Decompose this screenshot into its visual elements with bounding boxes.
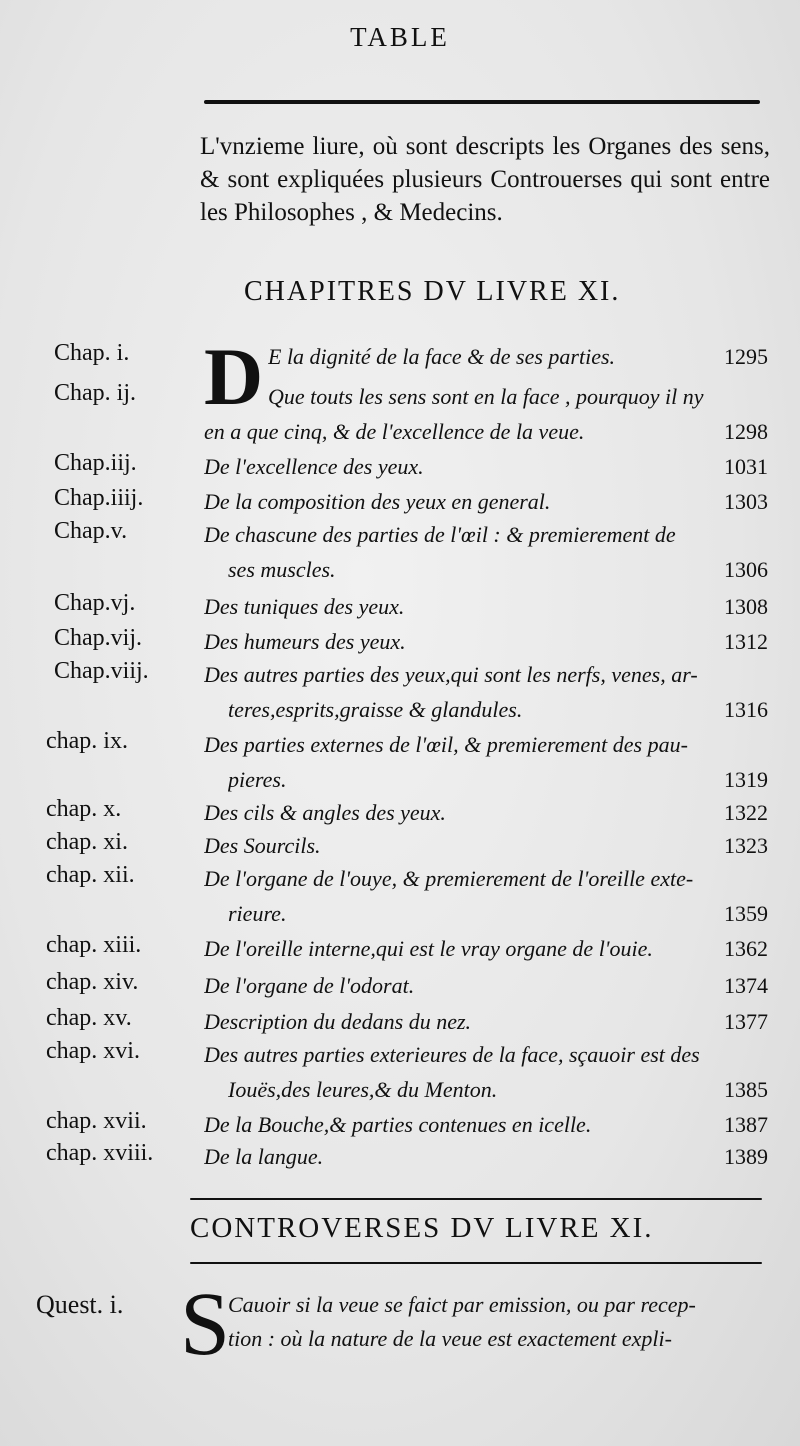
page-number: 1387 bbox=[724, 1112, 768, 1137]
chapter-title-line: Des parties externes de l'œil, & premierement des pau- bbox=[204, 732, 688, 757]
page-number: 1312 bbox=[724, 629, 768, 654]
lower-rule bbox=[190, 1262, 762, 1264]
chapter-title-line: pieres. bbox=[228, 767, 287, 792]
page-number: 1295 bbox=[724, 344, 768, 369]
intro-paragraph: L'vnzieme liure, où sont descripts les Organes des sens, & sont expliquées plusieurs Controuerses qui sont entre les Philosophes , & Medecins. bbox=[200, 133, 770, 226]
chapter-title-line: Des tuniques des yeux. bbox=[204, 594, 405, 619]
page-number: 1316 bbox=[724, 697, 768, 722]
chapter-number: chap. x. bbox=[46, 796, 122, 822]
chapter-number: Chap.iij. bbox=[54, 450, 137, 476]
page-header: TABLE bbox=[350, 22, 450, 52]
controverses-title: CONTROVERSES DV LIVRE XI. bbox=[190, 1212, 654, 1244]
page-number: 1322 bbox=[724, 800, 768, 825]
page-number: 1359 bbox=[724, 901, 768, 926]
chapter-title-line: ses muscles. bbox=[228, 557, 336, 582]
chapter-title-line: Description du dedans du nez. bbox=[204, 1009, 472, 1034]
chapter-number: chap. xi. bbox=[46, 829, 128, 855]
page-number: 1319 bbox=[724, 767, 768, 792]
chapter-title-line: teres,esprits,graisse & glandules. bbox=[228, 697, 523, 722]
chapter-number: chap. xiii. bbox=[46, 932, 142, 958]
page-number: 1362 bbox=[724, 936, 768, 961]
page-number: 1374 bbox=[724, 973, 768, 998]
middle-rule bbox=[190, 1198, 762, 1200]
page-number: 1031 bbox=[724, 454, 768, 479]
chapter-title-line: E la dignité de la face & de ses parties. bbox=[268, 344, 616, 369]
chapter-title-line: Des humeurs des yeux. bbox=[204, 629, 406, 654]
chapter-number: Chap.viij. bbox=[54, 658, 149, 684]
chapter-number: chap. xvi. bbox=[46, 1038, 140, 1064]
question-label: Quest. i. bbox=[36, 1290, 124, 1319]
page-number: 1306 bbox=[724, 557, 768, 582]
page-number: 1298 bbox=[724, 419, 768, 444]
chapter-number: chap. xiv. bbox=[46, 969, 139, 995]
chapter-title-line: Des autres parties exterieures de la face, sçauoir est des bbox=[204, 1042, 700, 1067]
chapter-title-line: De l'oreille interne,qui est le vray organe de l'ouie. bbox=[204, 936, 653, 961]
chapter-title-line: Des Sourcils. bbox=[204, 833, 321, 858]
chapter-number: Chap.vij. bbox=[54, 625, 142, 651]
chapter-title-line: De chascune des parties de l'œil : & premierement de bbox=[204, 522, 676, 547]
chapter-number: Chap.vj. bbox=[54, 590, 136, 616]
page-number: 1323 bbox=[724, 833, 768, 858]
chapter-number: chap. xvii. bbox=[46, 1108, 147, 1134]
chapter-title-line: en a que cinq, & de l'excellence de la veue. bbox=[204, 419, 585, 444]
chapters-title: CHAPITRES DV LIVRE XI. bbox=[244, 276, 621, 307]
chapter-title-line: Des cils & angles des yeux. bbox=[204, 800, 446, 825]
chapter-title-line: rieure. bbox=[228, 901, 287, 926]
question-line: tion : où la nature de la veue est exactement expli- bbox=[228, 1326, 672, 1351]
chapter-title-line: De la composition des yeux en general. bbox=[204, 489, 551, 514]
chapter-number: chap. xviii. bbox=[46, 1140, 154, 1166]
chapter-number: chap. xii. bbox=[46, 862, 135, 888]
chapter-number: Chap. i. bbox=[54, 340, 130, 366]
chapter-title-line: Iouës,des leures,& du Menton. bbox=[228, 1077, 498, 1102]
chapter-number: Chap.v. bbox=[54, 518, 128, 544]
question-line: Cauoir si la veue se faict par emission, ou par recep- bbox=[228, 1292, 696, 1317]
chapter-title-line: De l'excellence des yeux. bbox=[204, 454, 424, 479]
chapter-title-line: De l'organe de l'ouye, & premierement de l'oreille exte- bbox=[204, 866, 694, 891]
chapter-number: chap. xv. bbox=[46, 1005, 132, 1031]
page-number: 1385 bbox=[724, 1077, 768, 1102]
question-drop-cap: S bbox=[180, 1275, 231, 1374]
chapter-title-line: De la langue. bbox=[204, 1144, 324, 1169]
chapter-title-line: De l'organe de l'odorat. bbox=[204, 973, 415, 998]
drop-cap: D bbox=[204, 331, 264, 422]
chapter-number: Chap.iiij. bbox=[54, 485, 144, 511]
page-number: 1303 bbox=[724, 489, 768, 514]
chapter-title-line: Que touts les sens sont en la face , pourquoy il ny bbox=[268, 384, 704, 409]
chapter-title-line: De la Bouche,& parties contenues en icelle. bbox=[204, 1112, 592, 1137]
page-number: 1308 bbox=[724, 594, 768, 619]
page-number: 1389 bbox=[724, 1144, 768, 1169]
chapter-number: chap. ix. bbox=[46, 728, 128, 754]
page-number: 1377 bbox=[724, 1009, 768, 1034]
chapter-number: Chap. ij. bbox=[54, 380, 136, 406]
chapter-title-line: Des autres parties des yeux,qui sont les nerfs, venes, ar- bbox=[204, 662, 698, 687]
